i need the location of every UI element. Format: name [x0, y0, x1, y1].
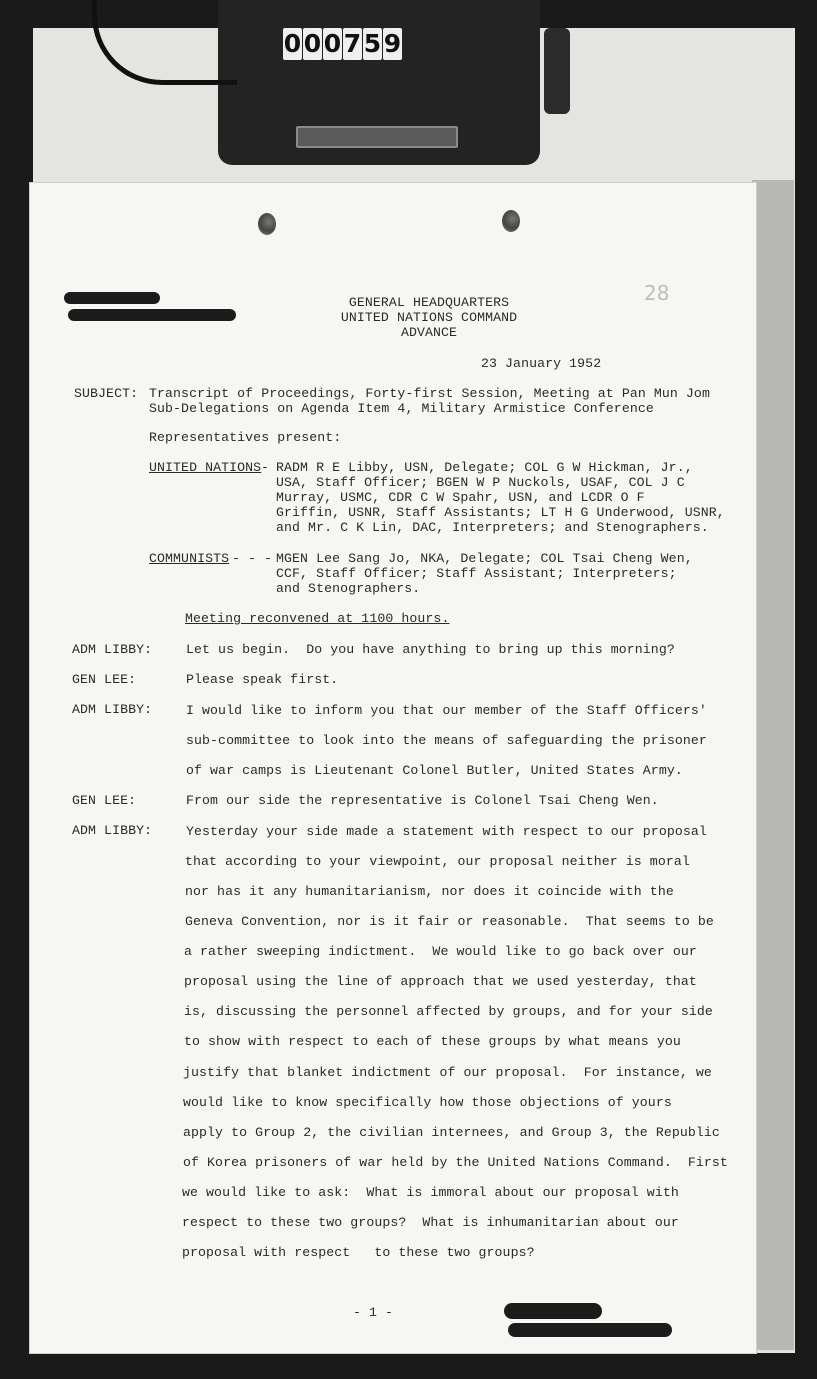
- transcript-line: a rather sweeping indictment. We would like to go back over our: [184, 944, 697, 959]
- subject-line-2: Sub-Delegations on Agenda Item 4, Military Armistice Conference: [149, 401, 654, 416]
- header-line-2: UNITED NATIONS COMMAND: [340, 310, 518, 325]
- transcript-line: Let us begin. Do you have anything to bring up this morning?: [186, 642, 675, 657]
- transcript-line: of war camps is Lieutenant Colonel Butler, United States Army.: [186, 763, 683, 778]
- un-line: and Mr. C K Lin, DAC, Interpreters; and Stenographers.: [276, 520, 709, 535]
- header-line-3: ADVANCE: [400, 325, 458, 340]
- representatives-label: Representatives present:: [149, 430, 342, 445]
- transcript-line: sub-committee to look into the means of safeguarding the prisoner: [186, 733, 707, 748]
- counter-digit: 5: [363, 29, 382, 58]
- communists-label: COMMUNISTS: [149, 551, 230, 566]
- un-line: RADM R E Libby, USN, Delegate; COL G W Hickman, Jr.,: [276, 460, 693, 475]
- transcript-line: nor has it any humanitarianism, nor does it coincide with the: [185, 884, 674, 899]
- transcript-line: proposal with respect to these two groups?: [182, 1245, 535, 1260]
- un-line: Griffin, USNR, Staff Assistants; LT H G Underwood, USNR,: [276, 505, 725, 520]
- header-line-1: GENERAL HEADQUARTERS: [348, 295, 510, 310]
- speaker-label: GEN LEE:: [72, 793, 137, 808]
- transcript-line: From our side the representative is Colonel Tsai Cheng Wen.: [186, 793, 659, 808]
- redaction-mark-bottom: [504, 1303, 602, 1319]
- transcript-line: we would like to ask: What is immoral about our proposal with: [182, 1185, 679, 1200]
- redaction-mark-bottom: [508, 1323, 672, 1337]
- speaker-label: GEN LEE:: [72, 672, 137, 687]
- redaction-mark-top: [68, 309, 236, 321]
- transcript-line: Geneva Convention, nor is it fair or reasonable. That seems to be: [185, 914, 714, 929]
- speaker-label: ADM LIBBY:: [72, 823, 153, 838]
- transcript-line: is, discussing the personnel affected by groups, and for your side: [184, 1004, 713, 1019]
- transcript-line: justify that blanket indictment of our proposal. For instance, we: [183, 1065, 712, 1080]
- device-knob: [544, 28, 570, 114]
- page-mark: 28: [644, 281, 670, 305]
- counter-digit: 0: [283, 29, 302, 58]
- counter-digit: 0: [303, 29, 322, 58]
- transcript-line: respect to these two groups? What is inhumanitarian about our: [182, 1215, 679, 1230]
- speaker-label: ADM LIBBY:: [72, 702, 153, 717]
- document-page: [30, 183, 756, 1353]
- meeting-note: Meeting reconvened at 1100 hours.: [185, 611, 450, 626]
- transcript-line: Please speak first.: [186, 672, 339, 687]
- transcript-line: proposal using the line of approach that we used yesterday, that: [184, 974, 697, 989]
- punch-hole-right: [502, 210, 520, 232]
- un-line: Murray, USMC, CDR C W Spahr, USN, and LCDR O F: [276, 490, 645, 505]
- subject-line-1: Transcript of Proceedings, Forty-first Session, Meeting at Pan Mun Jom: [149, 386, 710, 401]
- un-label: UNITED NATIONS: [149, 460, 262, 475]
- communists-line: CCF, Staff Officer; Staff Assistant; Interpreters;: [276, 566, 677, 581]
- transcript-line: Yesterday your side made a statement with respect to our proposal: [186, 824, 707, 839]
- communists-line: and Stenographers.: [276, 581, 421, 596]
- punch-hole-left: [258, 213, 276, 235]
- communists-dash: - - -: [232, 551, 273, 566]
- document-date: 23 January 1952: [481, 356, 602, 371]
- transcript-line: to show with respect to each of these groups by what means you: [184, 1034, 681, 1049]
- transcript-line: I would like to inform you that our member of the Staff Officers': [186, 703, 707, 718]
- page-shadow: [752, 180, 794, 1350]
- counter-digit: 7: [343, 29, 362, 58]
- subject-label: SUBJECT:: [74, 386, 139, 401]
- frame-counter-device: [218, 0, 540, 165]
- un-dash: -: [261, 460, 270, 475]
- frame-counter: [283, 28, 402, 62]
- communists-line: MGEN Lee Sang Jo, NKA, Delegate; COL Tsai Cheng Wen,: [276, 551, 693, 566]
- transcript-line: apply to Group 2, the civilian internees, and Group 3, the Republic: [183, 1125, 720, 1140]
- transcript-line: that according to your viewpoint, our proposal neither is moral: [185, 854, 690, 869]
- speaker-label: ADM LIBBY:: [72, 642, 153, 657]
- device-slot: [296, 126, 458, 148]
- transcript-line: of Korea prisoners of war held by the United Nations Command. First: [183, 1155, 728, 1170]
- redaction-mark-top: [64, 292, 160, 304]
- counter-digit: 0: [323, 29, 342, 58]
- transcript-line: would like to know specifically how those objections of yours: [183, 1095, 672, 1110]
- un-line: USA, Staff Officer; BGEN W P Nuckols, USAF, COL J C: [276, 475, 685, 490]
- page-number: - 1 -: [353, 1305, 394, 1320]
- counter-digit: 9: [383, 29, 402, 58]
